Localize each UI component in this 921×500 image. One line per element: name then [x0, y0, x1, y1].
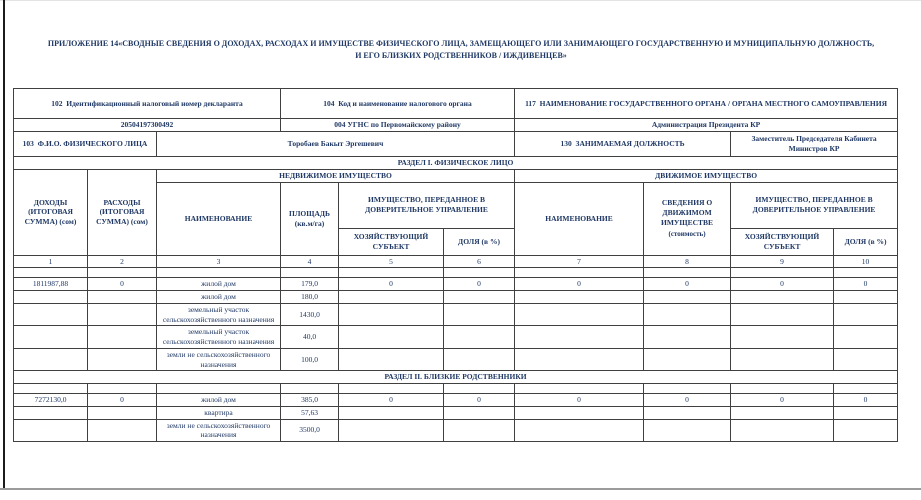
- table-cell: [339, 419, 444, 442]
- table-cell: [14, 384, 88, 394]
- table-cell: [444, 384, 515, 394]
- header-movable-info: [644, 182, 731, 255]
- table-cell: 0: [88, 394, 157, 407]
- table-cell: [88, 326, 157, 349]
- column-number: 10: [834, 255, 898, 268]
- table-cell: [88, 384, 157, 394]
- table-cell: 180,0: [281, 291, 339, 304]
- table-cell: [515, 384, 644, 394]
- table-row: [14, 303, 898, 326]
- field-103-value: Торобаев Бакыт Эргешевич: [157, 132, 515, 157]
- header-area: ПЛОЩАДЬ (кв.м/га): [281, 182, 339, 255]
- table-cell: квартира: [157, 406, 281, 419]
- table-cell: [731, 348, 834, 371]
- table-cell: 0: [834, 278, 898, 291]
- section2-rows: [14, 384, 898, 442]
- property-group-row: [14, 169, 898, 182]
- field-104-label: 104 Код и наименование налогового органа: [281, 89, 515, 119]
- declaration-table: [13, 88, 898, 442]
- table-cell: [281, 268, 339, 278]
- page-left-border: [3, 0, 5, 489]
- column-number: 6: [444, 255, 515, 268]
- table-cell: [515, 326, 644, 349]
- table-cell: 0: [339, 278, 444, 291]
- table-cell: [444, 419, 515, 442]
- header-trust-movable: ИМУЩЕСТВО, ПЕРЕДАННОЕ В ДОВЕРИТЕЛЬНОЕ УПРАВЛЕНИЕ: [731, 182, 898, 228]
- table-cell: [644, 384, 731, 394]
- table-cell: земельный участок сельскохозяйственного назначения: [157, 326, 281, 349]
- table-cell: [834, 326, 898, 349]
- table-cell: [731, 303, 834, 326]
- table-cell: 0: [834, 394, 898, 407]
- field-117-value: Администрация Президента КР: [515, 119, 898, 132]
- section1-title-row: [14, 157, 898, 170]
- table-cell: [731, 406, 834, 419]
- table-cell: [444, 268, 515, 278]
- field-102-label: 102 Идентификационный налоговый номер декларанта: [14, 89, 281, 119]
- table-row: [14, 406, 898, 419]
- field-117-label: 117 НАИМЕНОВАНИЕ ГОСУДАРСТВЕННОГО ОРГАНА / ОРГАНА МЕСТНОГО САМОУПРАВЛЕНИЯ: [515, 89, 898, 119]
- table-cell: 1811987,88: [14, 278, 88, 291]
- table-cell: [444, 326, 515, 349]
- column-number: 1: [14, 255, 88, 268]
- group-movable-header: ДВИЖИМОЕ ИМУЩЕСТВО: [515, 169, 898, 182]
- table-cell: [157, 268, 281, 278]
- table-cell: 0: [731, 394, 834, 407]
- header-name-immovable: НАИМЕНОВАНИЕ: [157, 182, 281, 255]
- document-title-line1: ПРИЛОЖЕНИЕ 14«СВОДНЫЕ СВЕДЕНИЯ О ДОХОДАХ, РАСХОДАХ И ИМУЩЕСТВЕ ФИЗИЧЕСКОГО ЛИЦА, ЗАМЕЩАЮЩЕГО ИЛИ ЗАНИМАЮЩЕГО ГОСУДАРСТВЕННУЮ И МУНИЦИПАЛЬНУЮ ДОЛЖНОСТЬ,: [47, 39, 875, 48]
- table-cell: [444, 291, 515, 304]
- header-movable-info-label: СВЕДЕНИЯ О ДВИЖИМОМ ИМУЩЕСТВЕ: [660, 198, 714, 227]
- table-cell: [339, 406, 444, 419]
- table-cell: [339, 291, 444, 304]
- table-cell: [644, 419, 731, 442]
- table-cell: [88, 348, 157, 371]
- table-cell: [731, 268, 834, 278]
- group-immovable-header: НЕДВИЖИМОЕ ИМУЩЕСТВО: [157, 169, 515, 182]
- table-cell: [157, 384, 281, 394]
- table-cell: 100,0: [281, 348, 339, 371]
- table-cell: [444, 303, 515, 326]
- table-cell: [834, 419, 898, 442]
- table-cell: [834, 384, 898, 394]
- table-cell: [834, 268, 898, 278]
- column-number: 5: [339, 255, 444, 268]
- table-cell: [444, 406, 515, 419]
- table-cell: [834, 303, 898, 326]
- table-cell: [644, 291, 731, 304]
- table-cell: [731, 326, 834, 349]
- section1-title: РАЗДЕЛ I. ФИЗИЧЕСКОЕ ЛИЦО: [14, 157, 898, 170]
- table-cell: [14, 419, 88, 442]
- header-expenses: РАСХОДЫ (ИТОГОВАЯ СУММА) (сом): [88, 169, 157, 255]
- table-cell: [515, 268, 644, 278]
- column-number: 4: [281, 255, 339, 268]
- table-row: [14, 268, 898, 278]
- table-cell: [339, 348, 444, 371]
- table-cell: земли не сельскохозяйственного назначения: [157, 348, 281, 371]
- table-cell: 0: [644, 394, 731, 407]
- header-incomes: ДОХОДЫ (ИТОГОВАЯ СУММА) (сом): [14, 169, 88, 255]
- table-cell: [88, 406, 157, 419]
- table-cell: [339, 268, 444, 278]
- table-cell: 179,0: [281, 278, 339, 291]
- table-cell: 0: [444, 278, 515, 291]
- header-trust-immovable: ИМУЩЕСТВО, ПЕРЕДАННОЕ В ДОВЕРИТЕЛЬНОЕ УПРАВЛЕНИЕ: [339, 182, 515, 228]
- table-cell: 0: [731, 278, 834, 291]
- table-cell: [644, 326, 731, 349]
- table-cell: [644, 268, 731, 278]
- table-cell: [515, 291, 644, 304]
- column-numbers-row: [14, 255, 898, 268]
- table-cell: 1430,0: [281, 303, 339, 326]
- table-cell: [834, 291, 898, 304]
- table-cell: [644, 303, 731, 326]
- table-cell: [14, 268, 88, 278]
- table-cell: [88, 291, 157, 304]
- field-104-value: 004 УГНС по Первомайскому району: [281, 119, 515, 132]
- form-labels-row: [14, 89, 898, 119]
- table-cell: [339, 384, 444, 394]
- table-cell: 3500,0: [281, 419, 339, 442]
- table-cell: 385,0: [281, 394, 339, 407]
- table-cell: [515, 348, 644, 371]
- section2-title: РАЗДЕЛ II. БЛИЗКИЕ РОДСТВЕННИКИ: [14, 371, 898, 384]
- table-cell: [444, 348, 515, 371]
- table-cell: [515, 406, 644, 419]
- table-cell: [644, 406, 731, 419]
- table-cell: [14, 326, 88, 349]
- table-cell: [644, 348, 731, 371]
- table-row: [14, 278, 898, 291]
- table-cell: 0: [339, 394, 444, 407]
- table-cell: [339, 303, 444, 326]
- field-103-label: 103 Ф.И.О. ФИЗИЧЕСКОГО ЛИЦА: [14, 132, 157, 157]
- page-bottom-border: [0, 488, 921, 490]
- table-cell: [14, 303, 88, 326]
- table-cell: [281, 384, 339, 394]
- document-title-line2: И ЕГО БЛИЗКИХ РОДСТВЕННИКОВ / ИЖДИВЕНЦЕВ»: [355, 51, 567, 60]
- section1-rows: [14, 268, 898, 371]
- header-entity-immovable: ХОЗЯЙСТВУЮЩИЙ СУБЪЕКТ: [339, 228, 444, 255]
- table-cell: 0: [444, 394, 515, 407]
- table-cell: [515, 419, 644, 442]
- header-share-movable: ДОЛЯ (в %): [834, 228, 898, 255]
- table-row: [14, 348, 898, 371]
- table-cell: [88, 419, 157, 442]
- table-row: [14, 384, 898, 394]
- table-cell: 0: [88, 278, 157, 291]
- table-cell: 0: [515, 394, 644, 407]
- table-cell: 0: [644, 278, 731, 291]
- header-share-immovable: ДОЛЯ (в %): [444, 228, 515, 255]
- table-cell: [88, 268, 157, 278]
- document-title: [15, 38, 907, 62]
- table-cell: 57,63: [281, 406, 339, 419]
- form-values-row: [14, 119, 898, 132]
- page-top-border: [0, 0, 921, 1]
- table-cell: жилой дом: [157, 291, 281, 304]
- header-name-movable: НАИМЕНОВАНИЕ: [515, 182, 644, 255]
- table-cell: [515, 303, 644, 326]
- field-130-label: 130 ЗАНИМАЕМАЯ ДОЛЖНОСТЬ: [515, 132, 731, 157]
- column-number: 2: [88, 255, 157, 268]
- table-cell: [88, 303, 157, 326]
- table-cell: [834, 348, 898, 371]
- field-130-value: Заместитель Председателя Кабинета Министров КР: [731, 132, 898, 157]
- table-row: [14, 419, 898, 442]
- table-row: [14, 291, 898, 304]
- table-cell: [834, 406, 898, 419]
- column-number: 3: [157, 255, 281, 268]
- field-102-value: 20504197300492: [14, 119, 281, 132]
- table-cell: [14, 406, 88, 419]
- table-row: [14, 326, 898, 349]
- table-cell: земли не сельскохозяйственного назначения: [157, 419, 281, 442]
- column-number: 7: [515, 255, 644, 268]
- table-cell: [731, 291, 834, 304]
- table-cell: [731, 419, 834, 442]
- section2-title-row: [14, 371, 898, 384]
- person-row: [14, 132, 898, 157]
- column-number: 8: [644, 255, 731, 268]
- header-entity-movable: ХОЗЯЙСТВУЮЩИЙ СУБЪЕКТ: [731, 228, 834, 255]
- table-cell: земельный участок сельскохозяйственного назначения: [157, 303, 281, 326]
- table-cell: [339, 326, 444, 349]
- header-movable-info-note: (стоимость): [668, 229, 706, 238]
- table-row: [14, 394, 898, 407]
- table-cell: [731, 384, 834, 394]
- table-cell: жилой дом: [157, 278, 281, 291]
- table-cell: 0: [515, 278, 644, 291]
- column-number: 9: [731, 255, 834, 268]
- table-cell: [14, 348, 88, 371]
- table-cell: 7272130,0: [14, 394, 88, 407]
- table-cell: [14, 291, 88, 304]
- table-cell: 40,0: [281, 326, 339, 349]
- table-cell: жилой дом: [157, 394, 281, 407]
